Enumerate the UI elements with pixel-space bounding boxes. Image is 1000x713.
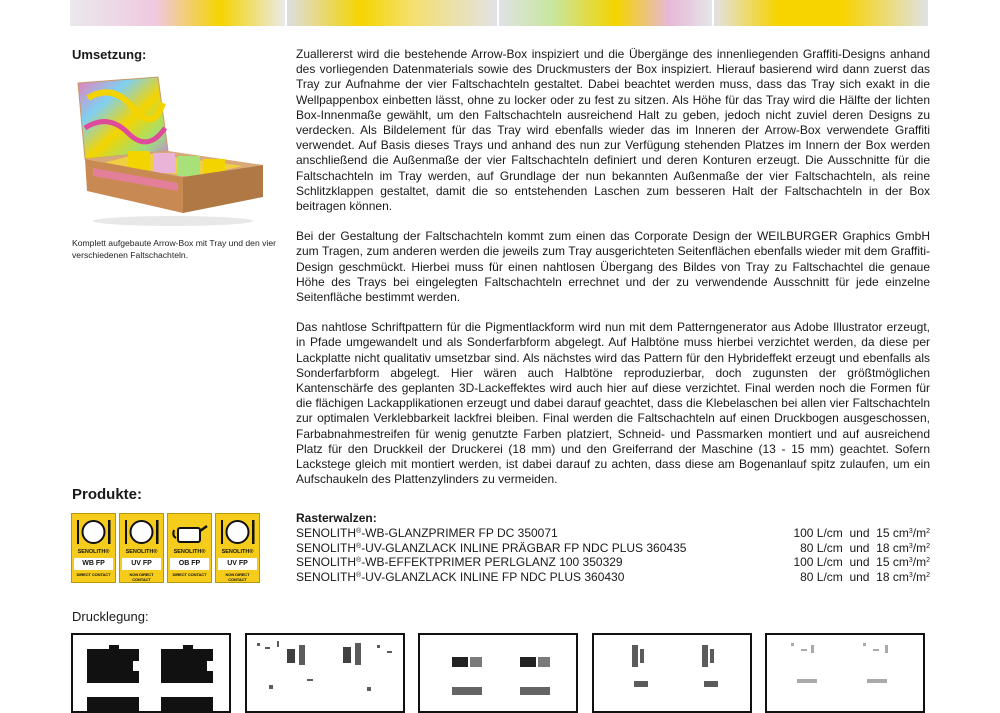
product-brand: SENOLITH® (125, 549, 158, 555)
rasterwalze-name: SENOLITH®-UV-GLANZLACK INLINE FP NDC PLUS 360430 (296, 569, 625, 584)
paragraph: Das nahtlose Schriftpattern für die Pigmentlackform wird nun mit dem Patterngenerator aus Adobe Illustrator erzeugt, in Pfade umgewandelt und als Sonderfarbform abgelegt. Auf Halbtöne muss hierbei verzichtet werden, da diese per Lackplatte nicht qualitativ umsetzbar sind. Als nächstes wird das Pattern für den Hybrideffekt erzeugt und ebenfalls als Sonderfarbform abgelegt. Hier wären auch Halbtöne reproduzierbar, doch zugunsten der größtmöglichen Kantenschärfe des geplanten 3D-Lackeffektes wird auch hier auf diese verzichtet. Final werden noch die Formen für die flächigen Lackapplikationen erzeugt und dabei darauf geachtet, dass die Klebelaschen bei allen vier Faltschachteln zur optimalen Verklebbarkeit lackfrei bleiben. Final werden die Faltschachteln auf einen Druckbogen ausgeschossen, Farbabnahmestreifen für wenig genutzte Farben platziert, Schneid- und Passmarken montiert und auf ausreichend Platz für den Druckkeil der Druckerei (18 mm) und den Greiferrand der Maschine (13 - 15 mm) geachtet. Sofern Lackstege gleich mit montiert werden, ist dabei darauf zu achten, dass diese am Bogenanlauf spitz zulaufen, um ein Aufschaukeln des Plattenzylinders zu vermeiden. (296, 320, 930, 487)
product-code: OB FP (170, 558, 209, 570)
strip-segment (287, 0, 497, 26)
section-label-umsetzung: Umsetzung: (72, 47, 147, 62)
rasterwalze-name: SENOLITH®-WB-EFFEKTPRIMER PERLGLANZ 100 350329 (296, 555, 623, 569)
rasterwalze-row (296, 541, 930, 556)
product-contact: NON DIRECT CONTACT (225, 572, 250, 582)
rasterwalzen-list (296, 526, 930, 584)
rasterwalze-value: 100 L/cm und 15 $cm^3/m^2$ (793, 526, 930, 540)
product-badges (71, 513, 266, 585)
rasterwalze-value: 100 L/cm und 15 $cm^3/m^2$ (793, 555, 930, 569)
product-brand: SENOLITH® (77, 549, 110, 555)
paragraph: Zuallererst wird die bestehende Arrow-Box inspiziert und die Übergänge des innenliegenden Graffiti-Designs anhand des vorliegenden Datenmaterials sowie des Druckmusters der Box inspiziert. Hierauf basierend wird dann zuerst das Tray zur Aufnahme der vier Faltschachteln gestaltet. Dabei beachtet werden muss, dass das Tray sich exakt in die Wellpappenbox einbetten lässt, ohne zu locker oder zu fest zu sitzen. Als Höhe für das Tray wird die Hälfte der lichten Box-Innenmaße gewählt, um den Faltschachteln ausreichend Halt zu geben, jedoch nicht zuviel deren Designs zu verdecken. Als Bildelement für das Tray wird ebenfalls wieder das im Inneren der Arrow-Box verwendete Graffiti verwendet. Auf Basis dieses Trays und anhand des nun zur Verfügung stehenden Platzes im Innern der Box werden anschließend die Außenmaße der vier Faltschachteln definiert und deren Konturen erzeugt. Die Ausschnitte für die Faltschachteln im Tray werden, auf Grundlage der nun bekannten Außenmaße der vier Faltschachteln, als reine Schlitzklappen gestaltet, damit die so entstehenden Laschen zum besseren Halt der Faltschachteln in der Box beitragen können. (296, 47, 930, 214)
rasterwalze-row (296, 526, 930, 541)
print-plate-thumbnail (765, 633, 925, 713)
rasterwalze-row (296, 570, 930, 585)
product-contact: DIRECT CONTACT (172, 572, 207, 577)
print-plate-thumbnail (592, 633, 752, 713)
arrow-box-photo (73, 73, 273, 228)
oil-can-icon (170, 516, 209, 547)
plate-pattern-shapes (247, 635, 405, 713)
plate-pattern-shapes (420, 635, 578, 713)
strip-segment (714, 0, 928, 26)
product-badge (71, 513, 116, 583)
rasterwalze-value: 80 L/cm und 18 $cm^3/m^2$ (800, 569, 930, 584)
cutlery-plate-icon (218, 516, 257, 547)
header-image-strip (70, 0, 928, 26)
product-code: UV FP (218, 558, 257, 570)
photo-caption: Komplett aufgebaute Arrow-Box mit Tray und den vier verschiedenen Faltschachteln. (72, 238, 276, 260)
product-contact: DIRECT CONTACT (76, 572, 111, 577)
print-plate-thumbnail (71, 633, 231, 713)
rasterwalze-value: 80 L/cm und 18 $cm^3/m^2$ (800, 540, 930, 555)
plate-pattern-shapes (767, 635, 925, 713)
product-badge (119, 513, 164, 583)
product-contact: NON DIRECT CONTACT (129, 572, 154, 582)
plate-pattern-shapes (594, 635, 752, 713)
rasterwalze-name: SENOLITH®-WB-GLANZPRIMER FP DC 350071 (296, 526, 558, 540)
print-plate-thumbnail (418, 633, 578, 713)
strip-segment (499, 0, 712, 26)
section-label-rasterwalzen: Rasterwalzen: (296, 511, 377, 525)
body-text (296, 47, 930, 502)
rasterwalze-name: SENOLITH®-UV-GLANZLACK INLINE PRÄGBAR FP NDC PLUS 360435 (296, 540, 687, 555)
product-code: UV FP (122, 558, 161, 570)
paragraph: Bei der Gestaltung der Faltschachteln kommt zum einen das Corporate Design der WEILBURGER Graphics GmbH zum Tragen, zum anderen werden die jeweils zum Tray ausgerichteten Seitenflächen ebenfalls wieder mit dem Graffiti-Design geschmückt. Hierbei muss für einen nahtlosen Übergang des Bildes von Tray zu Faltschachtel die genaue Höhe des Trays bei eingelegten Faltschachteln errechnet und der zu verwendende Ausschnitt für jede einzelne Seitenfläche bestimmt werden. (296, 229, 930, 305)
cutlery-plate-icon (122, 516, 161, 547)
product-code: WB FP (74, 558, 113, 570)
product-brand: SENOLITH® (221, 549, 254, 555)
product-brand: SENOLITH® (173, 549, 206, 555)
rasterwalze-row (296, 555, 930, 570)
plate-die-cut-shapes (73, 635, 231, 713)
strip-segment (70, 0, 285, 26)
product-badge (167, 513, 212, 583)
print-plate-thumbnail (245, 633, 405, 713)
cutlery-plate-icon (74, 516, 113, 547)
section-label-produkte: Produkte: (72, 486, 143, 503)
product-badge (215, 513, 260, 583)
section-label-drucklegung: Drucklegung: (72, 609, 149, 624)
